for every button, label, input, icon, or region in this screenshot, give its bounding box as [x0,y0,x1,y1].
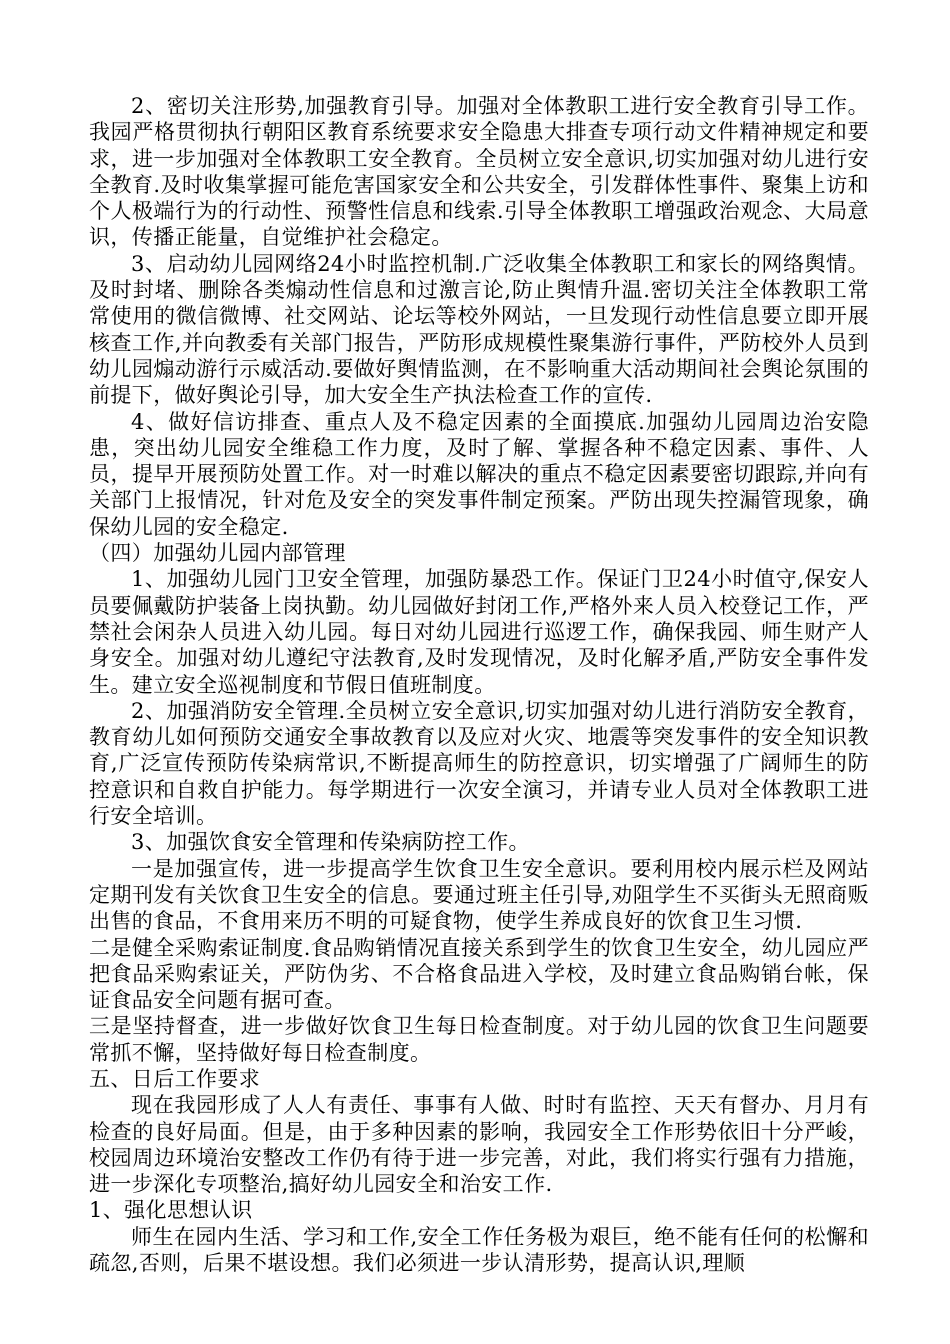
document-page [89,93,869,1276]
subheading-1: 1、强化思想认识 [89,1198,253,1223]
paragraph-2: 3、启动幼儿园网络24小时监控机制.广泛收集全体教职工和家长的网络舆情。及时封堵、删除各类煽动性信息和过激言论,防止舆情升温.密切关注全体教职工常常使用的微信微博、社交网站、论坛等校外网站，一旦发现行动性信息要立即开展核查工作,并向教委有关部门报告，严防形成规模性聚集游行事件，严防校外人员到幼儿园煽动游行示威活动.要做好舆情监测，在不影响重大活动期间社会舆论氛围的前提下，做好舆论引导，加大安全生产执法检查工作的宣传. [89,251,869,408]
paragraph-9: 二是健全采购索证制度.食品购销情况直接关系到学生的饮食卫生安全，幼儿园应严把食品采购索证关，严防伪劣、不合格食品进入学校，及时建立食品购销台帐，保证食品安全问题有据可查。 [89,935,869,1013]
paragraph-14: 师生在园内生活、学习和工作,安全工作任务极为艰巨，绝不能有任何的松懈和疏忽,否则，后果不堪设想。我们必须进一步认清形势，提高认识,理顺 [89,1224,869,1276]
paragraph-10: 三是坚持督查，进一步做好饮食卫生每日检查制度。对于幼儿园的饮食卫生问题要常抓不懈，坚持做好每日检查制度。 [89,1014,869,1065]
section-heading-5: 五、日后工作要求 [89,1066,261,1091]
paragraph-12: 现在我园形成了人人有责任、事事有人做、时时有监控、天天有督办、月月有检查的良好局面。但是，由于多种因素的影响，我园安全工作形势依旧十分严峻，校园周边环境治安整改工作仍有待于进一步完善，对此，我们将实行强有力措施，进一步深化专项整治,搞好幼儿园安全和治安工作. [89,1093,869,1197]
paragraph-6: 2、加强消防安全管理.全员树立安全意识,切实加强对幼儿进行消防安全教育，教育幼儿如何预防交通安全事故教育以及应对火灾、地震等突发事件的安全知识教育,广泛宣传预防传染病常识,不断提高师生的防控意识，切实增强了广阔师生的防控意识和自救自护能力。每学期进行一次安全演习，并请专业人员对全体教职工进行安全培训。 [89,698,869,829]
paragraph-3: 4、做好信访排查、重点人及不稳定因素的全面摸底.加强幼儿园周边治安隐患，突出幼儿园安全维稳工作力度，及时了解、掌握各种不稳定因素、事件、人员，提早开展预防处置工作。对一时难以解决的重点不稳定因素要密切跟踪,并向有关部门上报情况，针对危及安全的突发事件制定预案。严防出现失控漏管现象，确保幼儿园的安全稳定. [89,409,869,539]
section-heading-4: （四）加强幼儿园内部管理 [89,541,346,566]
paragraph-1: 2、密切关注形势,加强教育引导。加强对全体教职工进行安全教育引导工作。我园严格贯彻执行朝阳区教育系统要求安全隐患大排查专项行动文件精神规定和要求，进一步加强对全体教职工安全教育。全员树立安全意识,切实加强对幼儿进行安全教育.及时收集掌握可能危害国家安全和公共安全，引发群体性事件、聚集上访和个人极端行为的行动性、预警性信息和线索.引导全体教职工增强政治观念、大局意识，传播正能量，自觉维护社会稳定。 [89,94,869,250]
paragraph-5: 1、加强幼儿园门卫安全管理，加强防暴恐工作。保证门卫24小时值守,保安人员要佩戴防护装备上岗执勤。幼儿园做好封闭工作,严格外来人员入校登记工作，严禁社会闲杂人员进入幼儿园。每日对幼儿园进行巡逻工作，确保我园、师生财产人身安全。加强对幼儿遵纪守法教育,及时发现情况，及时化解矛盾,严防安全事件发生。建立安全巡视制度和节假日值班制度。 [89,567,869,697]
paragraph-7: 3、加强饮食安全管理和传染病防控工作。 [131,830,530,855]
paragraph-8: 一是加强宣传，进一步提高学生饮食卫生安全意识。要利用校内展示栏及网站定期刊发有关饮食卫生安全的信息。要通过班主任引导,劝阻学生不买街头无照商贩出售的食品，不食用来历不明的可疑食物，使学生养成良好的饮食卫生习惯. [89,856,869,934]
